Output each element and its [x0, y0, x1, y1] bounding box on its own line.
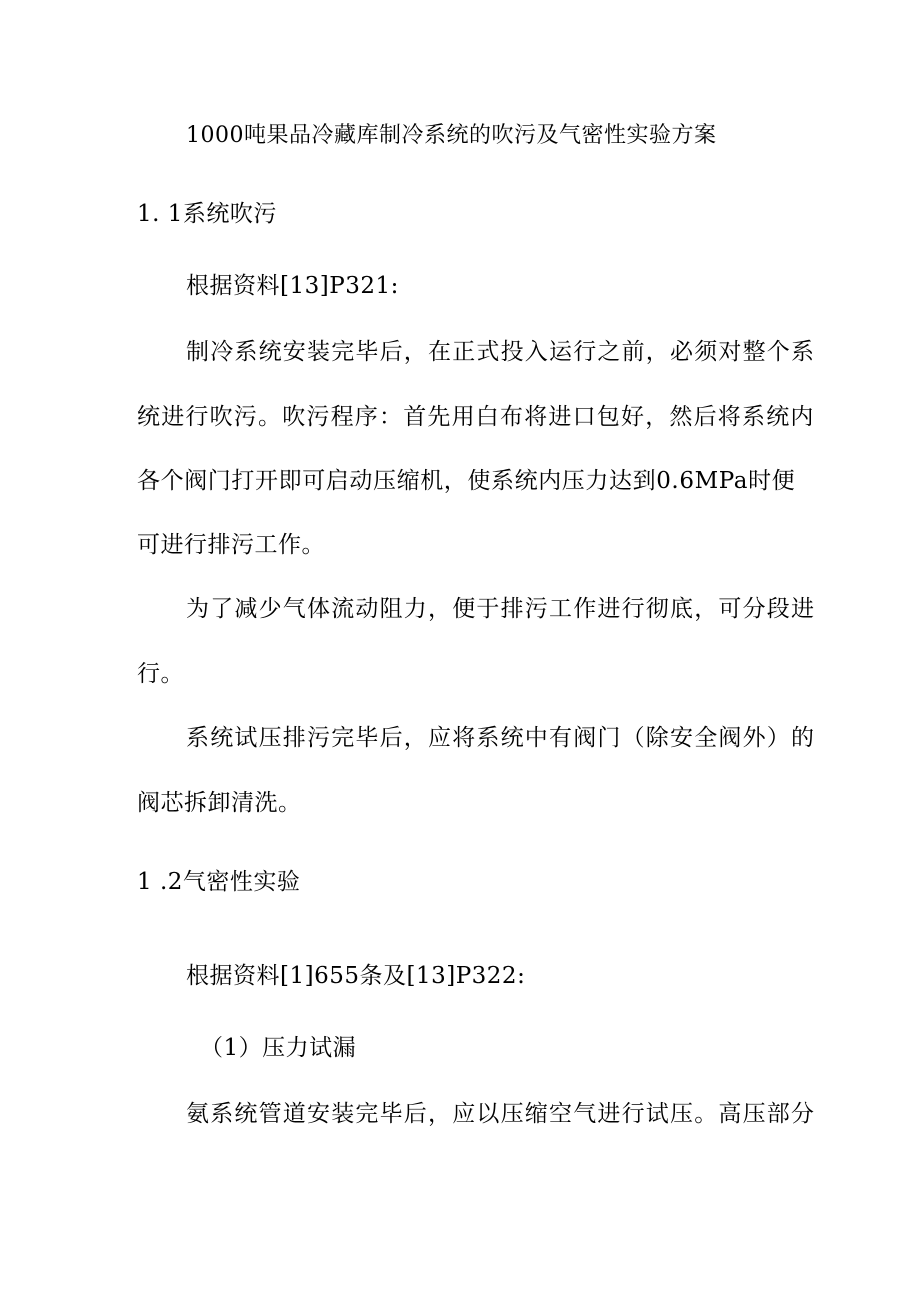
paragraph-line: 可进行排污工作。: [137, 532, 325, 558]
section-heading-1-1: 1. 1系统吹污: [137, 201, 277, 227]
subsection-heading: （1）压力试漏: [200, 1035, 357, 1061]
reference-text: 根据资料[1]655条及[13]P322:: [186, 963, 526, 989]
paragraph-line: 统进行吹污。吹污程序：首先用白布将进口包好，然后将系统内: [137, 404, 815, 430]
paragraph-line: 氨系统管道安装完毕后，应以压缩空气进行试压。高压部分: [186, 1101, 816, 1127]
reference-text: 根据资料[13]P321:: [186, 273, 399, 299]
paragraph-line: 为了减少气体流动阻力，便于排污工作进行彻底，可分段进: [186, 596, 816, 622]
document-title: 1000吨果品冷藏库制冷系统的吹污及气密性实验方案: [186, 123, 717, 148]
section-heading-1-2: 1 .2气密性实验: [137, 869, 301, 895]
paragraph-line: 制冷系统安装完毕后，在正式投入运行之前，必须对整个系: [186, 339, 816, 365]
paragraph-line: 阀芯拆卸清洗。: [137, 790, 302, 816]
paragraph-line: 系统试压排污完毕后，应将系统中有阀门（除安全阀外）的: [186, 725, 816, 751]
paragraph-line: 行。: [137, 661, 184, 687]
paragraph-line: 各个阀门打开即可启动压缩机，使系统内压力达到0.6MPa时便: [137, 468, 796, 494]
